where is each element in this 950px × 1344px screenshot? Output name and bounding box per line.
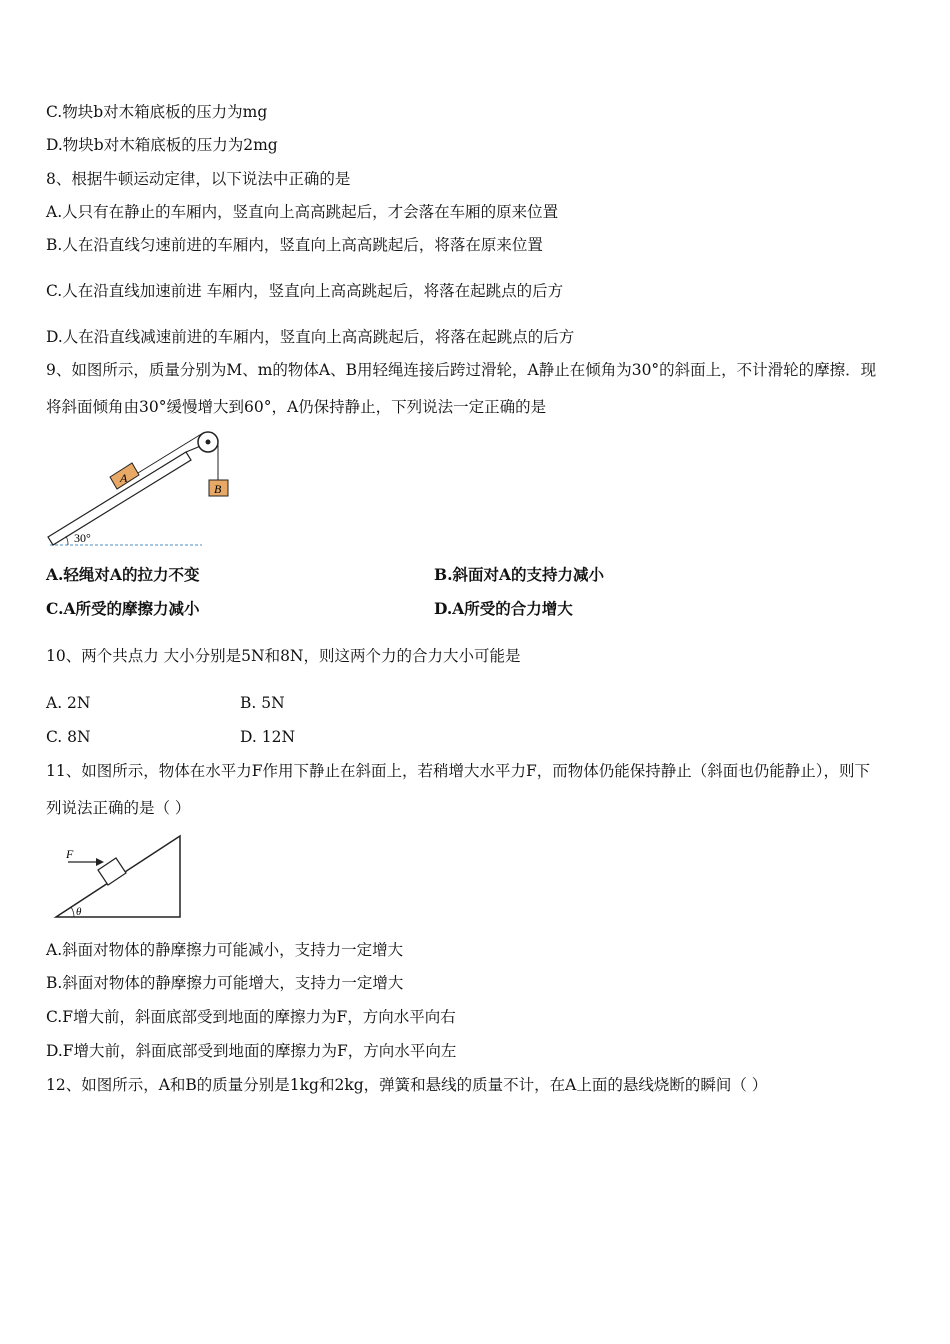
q7-option-d: D.物块b对木箱底板的压力为2mg xyxy=(46,136,278,154)
q11-stem-line1: 11、如图所示，物体在水平力F作用下静止在斜面上，若稍增大水平力F，而物体仍能保持静止（斜面也仍能静止），则下 xyxy=(46,762,870,780)
q11-figure xyxy=(50,830,190,925)
q10-option-a: A. 2N xyxy=(46,694,91,712)
block-b-label: B xyxy=(214,482,222,496)
q9-stem-line1: 9、如图所示，质量分别为M、m的物体A、B用轻绳连接后跨过滑轮，A静止在倾角为30°的斜面上，不计滑轮的摩擦．现 xyxy=(46,361,877,379)
q10-option-b: B. 5N xyxy=(240,694,285,712)
q11-option-b: B.斜面对物体的静摩擦力可能增大，支持力一定增大 xyxy=(46,974,404,992)
q11-option-a: A.斜面对物体的静摩擦力可能减小，支持力一定增大 xyxy=(46,941,404,959)
q8-option-b: B.人在沿直线匀速前进的车厢内，竖直向上高高跳起后，将落在原来位置 xyxy=(46,236,543,254)
q10-option-d: D. 12N xyxy=(240,728,296,746)
q8-option-a: A.人只有在静止的车厢内，竖直向上高高跳起后，才会落在车厢的原来位置 xyxy=(46,203,559,221)
q8-option-d: D.人在沿直线减速前进的车厢内，竖直向上高高跳起后，将落在起跳点的后方 xyxy=(46,328,575,346)
q9-option-b: B.斜面对A的支持力减小 xyxy=(434,565,605,584)
q9-option-a: A.轻绳对A的拉力不变 xyxy=(46,565,200,584)
q8-option-c: C.人在沿直线加速前进 车厢内，竖直向上高高跳起后，将落在起跳点的后方 xyxy=(46,282,564,300)
q9-option-c: C.A所受的摩擦力减小 xyxy=(46,599,200,618)
q7-option-c: C.物块b对木箱底板的压力为mg xyxy=(46,103,268,121)
q9-figure xyxy=(40,425,240,555)
q11-option-d: D.F增大前，斜面底部受到地面的摩擦力为F，方向水平向左 xyxy=(46,1042,457,1060)
q9-option-d: D.A所受的合力增大 xyxy=(434,599,573,618)
q11-option-c: C.F增大前，斜面底部受到地面的摩擦力为F，方向水平向右 xyxy=(46,1008,456,1026)
theta-label: θ xyxy=(76,906,82,918)
block-a-label: A xyxy=(120,471,128,485)
incline-board xyxy=(48,452,191,545)
q9-stem-line2: 将斜面倾角由30°缓慢增大到60°，A仍保持静止，下列说法一定正确的是 xyxy=(46,398,547,416)
q12-stem: 12、如图所示，A和B的质量分别是1kg和2kg，弹簧和悬线的质量不计，在A上面的悬线烧断的瞬间（ ） xyxy=(46,1076,768,1094)
q10-stem: 10、两个共点力 大小分别是5N和8N，则这两个力的合力大小可能是 xyxy=(46,647,521,665)
q11-stem-line2: 列说法正确的是（ ） xyxy=(46,799,191,817)
angle-label: 30° xyxy=(74,531,91,545)
q8-stem: 8、根据牛顿运动定律，以下说法中正确的是 xyxy=(46,170,351,188)
force-label: F xyxy=(66,847,74,861)
q10-option-c: C. 8N xyxy=(46,728,91,746)
